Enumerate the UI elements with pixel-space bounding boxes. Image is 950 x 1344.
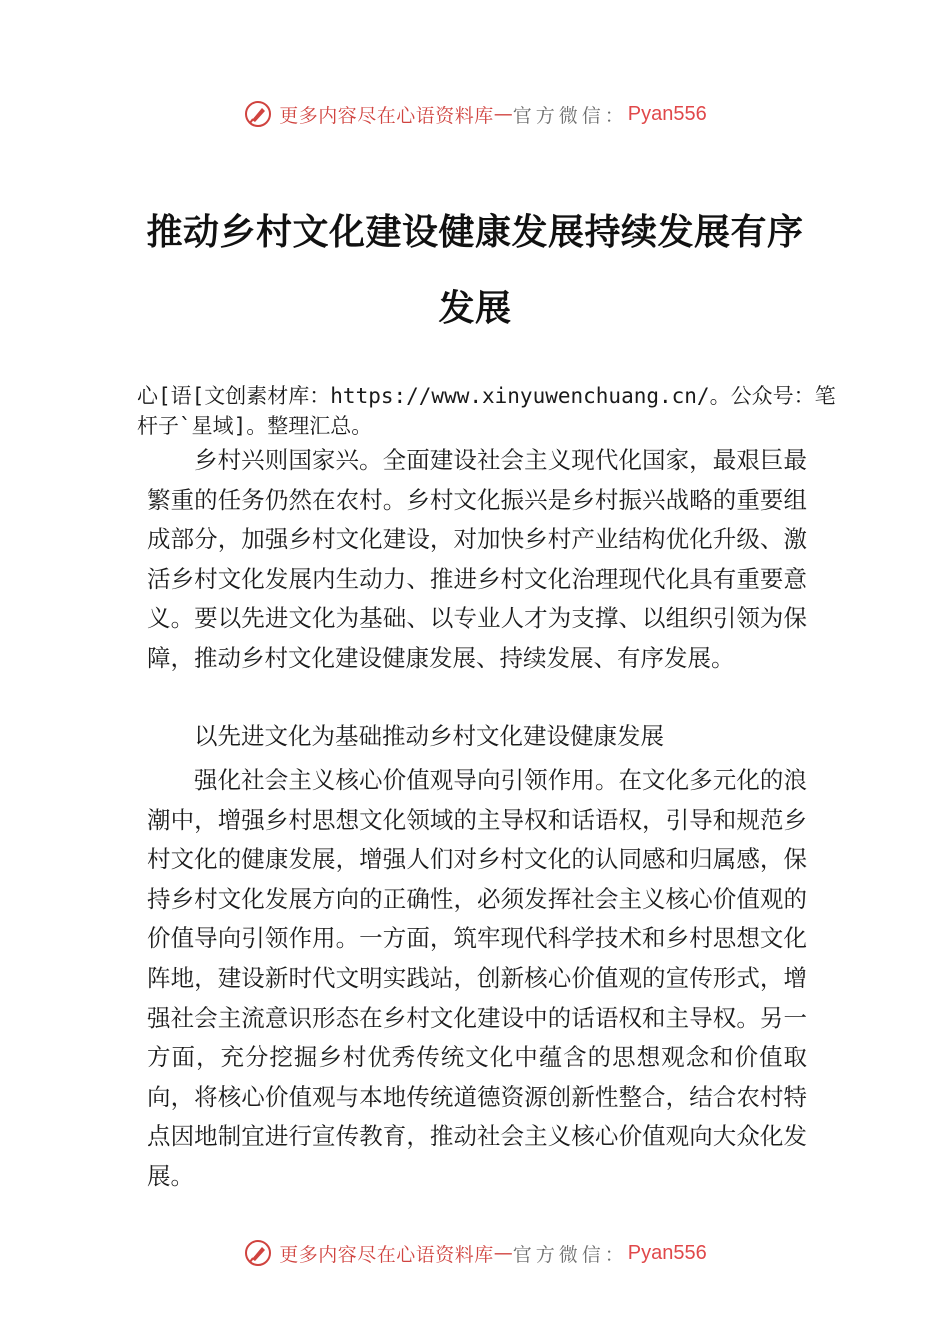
banner-brand-text: 更多内容尽在心语资料库 [279,1243,494,1266]
pen-nib-seal-icon [243,1238,273,1268]
pen-nib-seal-icon [243,99,273,129]
banner-wechat-id: Pyan556 [627,1241,707,1264]
banner-wechat-label: 官方微信： [512,104,628,127]
source-note: 心[语[文创素材库：https://www.xinyuwenchuang.cn/。公众号：笔杆子`星域]。整理汇总。 [137,384,836,438]
banner-brand-text: 更多内容尽在心语资料库 [279,104,494,127]
document-title-line-1: 推动乡村文化建设健康发展持续发展有序 [146,212,804,253]
document-title-line-2: 发展 [438,288,512,329]
header-banner [0,94,950,134]
paragraph-body: 强化社会主义核心价值观导向引领作用。在文化多元化的浪潮中，增强乡村思想文化领域的主导权和话语权，引导和规范乡村文化的健康发展，增强人们对乡村文化的认同感和归属感，保持乡村文化发展方向的正确性，必须发挥社会主义核心价值观的价值导向引领作用。一方面，筑牢现代科学技术和乡村思想文化阵地，建设新时代文明实践站，创新核心价值观的宣传形式，增强社会主流意识形态在乡村文化建设中的话语权和主导权。另一方面，充分挖掘乡村优秀传统文化中蕴含的思想观念和价值取向，将核心价值观与本地传统道德资源创新性整合，结合农村特点因地制宜进行宣传教育，推动社会主义核心价值观向大众化发展。 [147,766,807,1190]
footer-banner [0,1233,950,1273]
banner-wechat-id: Pyan556 [627,102,707,125]
banner-dash: — [493,103,513,125]
banner-wechat-label: 官方微信： [512,1243,628,1266]
paragraph-intro: 乡村兴则国家兴。全面建设社会主义现代化国家，最艰巨最繁重的任务仍然在农村。乡村文化振兴是乡村振兴战略的重要组成部分，加强乡村文化建设，对加快乡村产业结构优化升级、激活乡村文化发展内生动力、推进乡村文化治理现代化具有重要意义。要以先进文化为基础、以专业人才为支撑、以组织引领为保障，推动乡村文化建设健康发展、持续发展、有序发展。 [147,446,807,672]
banner-dash: — [493,1242,513,1264]
section-heading: 以先进文化为基础推动乡村文化建设健康发展 [194,722,664,750]
